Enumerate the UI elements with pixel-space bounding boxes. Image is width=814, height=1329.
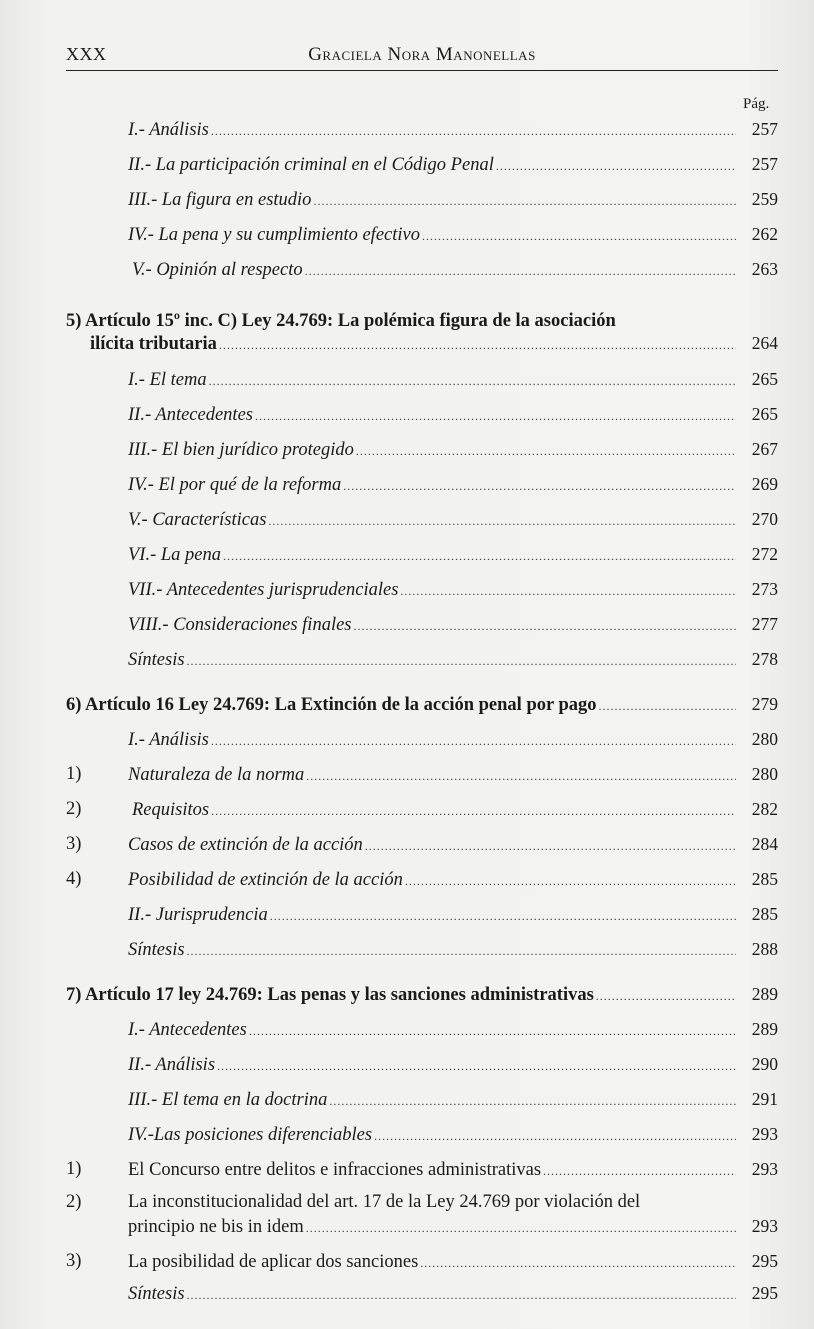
toc-entry-page: 265 <box>751 404 778 424</box>
toc-entry-title: I.- Análisis <box>128 120 209 140</box>
toc-entry <box>128 937 778 963</box>
toc-entry-title: IV.- El por qué de la reforma <box>128 475 342 495</box>
toc-entry-page: 264 <box>751 333 778 353</box>
toc-entry-title-line1: La inconstitucionalidad del art. 17 de la Ley 24.769 por violación del <box>128 1192 641 1212</box>
leader-dots <box>209 369 736 393</box>
toc-entry <box>128 507 778 533</box>
toc-entry-page: 257 <box>751 119 778 139</box>
toc-entry <box>128 612 778 638</box>
leader-dots <box>187 1283 736 1307</box>
leader-dots <box>249 1019 736 1043</box>
toc-entry-title: IV.- La pena y su cumplimiento efectivo <box>128 225 420 245</box>
toc-entry-title: III.- El tema en la doctrina <box>128 1090 328 1110</box>
toc-entry-title: El Concurso entre delitos e infracciones administrativas <box>128 1160 542 1180</box>
leader-dots <box>422 224 736 248</box>
toc-entry-page: 285 <box>751 904 778 924</box>
leader-dots <box>268 509 736 533</box>
toc-entry-page: 289 <box>751 1019 778 1039</box>
toc-entry-title: VI.- La pena <box>128 545 221 565</box>
running-head-author: Graciela Nora Manonellas <box>308 44 536 65</box>
toc-entry-page: 257 <box>751 154 778 174</box>
toc-entry-page: 295 <box>751 1251 778 1271</box>
toc-entry-line1 <box>128 1190 640 1214</box>
leader-dots <box>217 1054 736 1078</box>
toc-entry-title: Síntesis <box>128 650 185 670</box>
leader-dots <box>306 764 736 788</box>
toc-entry-title: Posibilidad de extinción de la acción <box>128 870 403 890</box>
toc-entry <box>128 1052 778 1078</box>
leader-dots <box>420 1251 736 1275</box>
toc-entry <box>128 542 778 568</box>
leader-dots <box>599 694 736 718</box>
leader-dots <box>400 579 736 603</box>
toc-item-number: 1) <box>66 764 82 784</box>
toc-entry-page: 273 <box>751 579 778 599</box>
leader-dots <box>596 984 736 1008</box>
toc-section-heading <box>66 692 778 718</box>
toc-entry-title: V.- Características <box>128 510 267 530</box>
toc-entry <box>128 367 778 393</box>
toc-entry-title: I.- El tema <box>128 370 207 390</box>
toc-entry-title: II.- La participación criminal en el Código Penal <box>128 155 494 175</box>
toc-entry <box>128 152 778 178</box>
leader-dots <box>255 404 736 428</box>
toc-entry-page: 293 <box>751 1216 778 1236</box>
toc-entry-page: 263 <box>751 259 778 279</box>
toc-entry-title: VIII.- Consideraciones finales <box>128 615 352 635</box>
toc-entry-page: 265 <box>751 369 778 389</box>
toc-entry <box>128 1281 778 1307</box>
toc-entry-title: V.- Opinión al respecto <box>132 260 303 280</box>
toc-entry-page: 280 <box>751 729 778 749</box>
toc-entry-title: I.- Análisis <box>128 730 209 750</box>
toc-entry <box>128 832 778 858</box>
toc-entry <box>128 647 778 673</box>
toc-entry <box>128 117 778 143</box>
toc-entry-title: II.- Antecedentes <box>128 405 253 425</box>
toc-entry-title: I.- Antecedentes <box>128 1020 247 1040</box>
leader-dots <box>343 474 736 498</box>
toc-entry <box>128 762 778 788</box>
leader-dots <box>211 799 736 823</box>
toc-entry <box>128 1157 778 1183</box>
toc-item-number: 3) <box>66 1251 82 1271</box>
toc-entry <box>128 222 778 248</box>
toc-entry-page: 262 <box>751 224 778 244</box>
toc-entry-page: 289 <box>751 984 778 1004</box>
toc-entry-page: 291 <box>751 1089 778 1109</box>
toc-entry <box>132 257 778 283</box>
leader-dots <box>329 1089 736 1113</box>
toc-entry <box>128 1214 778 1240</box>
toc-entry-title: III.- La figura en estudio <box>128 190 312 210</box>
toc-item-number: 3) <box>66 834 82 854</box>
toc-section-title-line2: ilícita tributaria <box>90 334 217 354</box>
toc-entry-page: 288 <box>751 939 778 959</box>
toc-entry-page: 293 <box>751 1159 778 1179</box>
toc-entry <box>128 187 778 213</box>
toc-section-title-line1: 5) Artículo 15º inc. C) Ley 24.769: La polémica figura de la asociación <box>66 311 616 331</box>
leader-dots <box>211 729 736 753</box>
toc-entry-page: 279 <box>751 694 778 714</box>
leader-dots <box>187 939 736 963</box>
leader-dots <box>405 869 736 893</box>
toc-entry-title: II.- Jurisprudencia <box>128 905 268 925</box>
toc-section-title: 7) Artículo 17 ley 24.769: Las penas y las sanciones administrativas <box>66 985 594 1005</box>
page-column-label: Pág. <box>743 96 770 112</box>
toc-entry-page: 284 <box>751 834 778 854</box>
toc-entry-title: II.- Análisis <box>128 1055 216 1075</box>
toc-item-number: 2) <box>66 799 82 819</box>
toc-entry-page: 278 <box>751 649 778 669</box>
toc-entry <box>128 577 778 603</box>
toc-entry-title-line2: principio ne bis in idem <box>128 1217 304 1237</box>
toc-entry <box>128 867 778 893</box>
toc-entry-page: 270 <box>751 509 778 529</box>
toc-entry-title: IV.-Las posiciones diferenciables <box>128 1125 373 1145</box>
leader-dots <box>223 544 736 568</box>
toc-entry <box>132 797 778 823</box>
toc-entry <box>128 402 778 428</box>
toc-entry-title: Síntesis <box>128 1284 185 1304</box>
toc-entry-page: 272 <box>751 544 778 564</box>
toc-entry-page: 290 <box>751 1054 778 1074</box>
toc-entry <box>128 1122 778 1148</box>
leader-dots <box>354 614 737 638</box>
toc-entry-page: 267 <box>751 439 778 459</box>
running-header <box>66 44 778 71</box>
leader-dots <box>365 834 736 858</box>
toc-entry-page: 293 <box>751 1124 778 1144</box>
toc-entry-title: Casos de extinción de la acción <box>128 835 363 855</box>
toc-entry-page: 259 <box>751 189 778 209</box>
leader-dots <box>306 1216 736 1240</box>
toc-entry-page: 277 <box>751 614 778 634</box>
toc-entry-page: 269 <box>751 474 778 494</box>
toc-item-number: 4) <box>66 869 82 889</box>
toc-entry-title: VII.- Antecedentes jurisprudenciales <box>128 580 399 600</box>
toc-entry-title: III.- El bien jurídico protegido <box>128 440 354 460</box>
leader-dots <box>211 119 736 143</box>
leader-dots <box>305 259 736 283</box>
toc-entry-page: 280 <box>751 764 778 784</box>
leader-dots <box>543 1159 736 1183</box>
toc-entry <box>128 727 778 753</box>
toc-entry <box>128 1249 778 1275</box>
toc-entry <box>128 1017 778 1043</box>
toc-section-heading-cont <box>90 331 778 357</box>
leader-dots <box>313 189 736 213</box>
toc-item-number: 2) <box>66 1192 82 1212</box>
toc-item-number: 1) <box>66 1159 82 1179</box>
toc-entry <box>128 472 778 498</box>
toc-entry <box>128 437 778 463</box>
leader-dots <box>496 154 736 178</box>
toc-entry <box>128 902 778 928</box>
leader-dots <box>187 649 736 673</box>
leader-dots <box>374 1124 736 1148</box>
toc-entry-page: 282 <box>751 799 778 819</box>
leader-dots <box>356 439 736 463</box>
toc-entry-title: La posibilidad de aplicar dos sanciones <box>128 1252 419 1272</box>
toc-entry-page: 285 <box>751 869 778 889</box>
toc-entry-title: Síntesis <box>128 940 185 960</box>
toc-section-heading <box>66 982 778 1008</box>
leader-dots <box>219 333 736 357</box>
toc-entry-page: 295 <box>751 1283 778 1303</box>
toc-entry-title: Naturaleza de la norma <box>128 765 305 785</box>
leader-dots <box>270 904 736 928</box>
toc-section-title: 6) Artículo 16 Ley 24.769: La Extinción de la acción penal por pago <box>66 695 597 715</box>
toc-entry <box>128 1087 778 1113</box>
page-folio: XXX <box>66 44 107 64</box>
toc-entry-title: Requisitos <box>132 800 210 820</box>
